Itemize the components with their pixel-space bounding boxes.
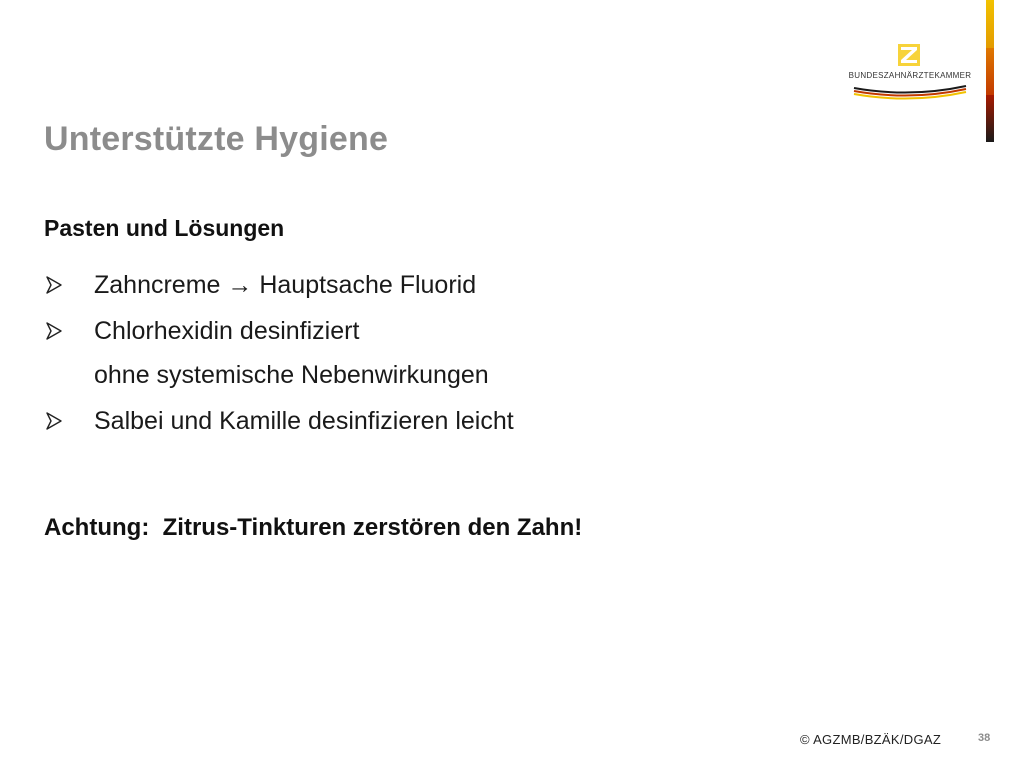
warning-note: Achtung: Zitrus-Tinkturen zerstören den Zahn! [44, 514, 583, 541]
logo-z-mark-icon [898, 44, 920, 66]
arrowhead-bullet-icon [44, 275, 64, 295]
bullet-text-continuation: ohne systemische Nebenwirkungen [94, 361, 489, 389]
bullet-text: Chlorhexidin desinfiziert [94, 317, 360, 345]
logo-wordmark: BUNDESZAHNÄRZTEKAMMER [848, 71, 972, 80]
bullet-list [44, 262, 944, 444]
page-number: 38 [978, 732, 991, 744]
footer-copyright: © AGZMB/BZÄK/DGAZ [800, 732, 942, 747]
section-heading: Pasten und Lösungen [44, 215, 285, 241]
slide-title: Unterstützte Hygiene [44, 120, 389, 158]
bullet-item [44, 308, 944, 398]
bullet-text: Zahncreme → Hauptsache Fluorid [94, 271, 477, 299]
logo-swoosh-icon [852, 82, 968, 100]
bullet-item [44, 398, 944, 444]
bullet-text: Salbei und Kamille desinfizieren leicht [94, 407, 514, 435]
arrowhead-bullet-icon [44, 411, 64, 431]
bullet-item [44, 262, 944, 308]
bzaek-logo [848, 44, 972, 100]
arrowhead-bullet-icon [44, 321, 64, 341]
flag-stripe [986, 0, 994, 142]
